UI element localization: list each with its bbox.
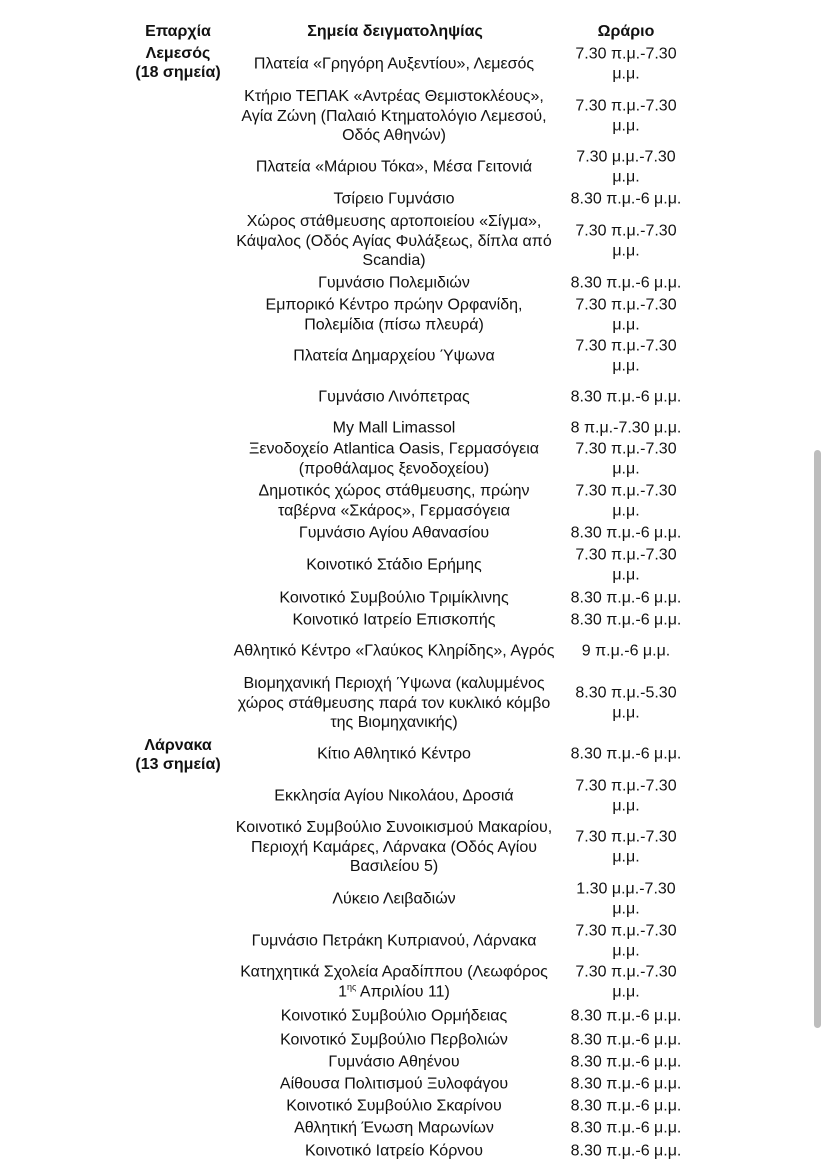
sampling-point: Γυμνάσιο Αγίου Αθανασίου xyxy=(298,524,490,542)
district-larnaca xyxy=(126,736,230,774)
hours-value: 8.30 π.μ.-6 μ.μ. xyxy=(570,1142,682,1160)
point-ordinal-suffix: ης xyxy=(347,981,357,992)
hours-value: 8.30 π.μ.-6 μ.μ. xyxy=(570,1119,682,1137)
sampling-point: Δημοτικός χώρος στάθμευσης, πρώην ταβέρνα «Σκάρος», Γερμασόγεια xyxy=(258,482,530,519)
sampling-point: Πλατεία «Γρηγόρη Αυξεντίου», Λεμεσός xyxy=(253,55,535,73)
hours-value: 1.30 μ.μ.-7.30 μ.μ. xyxy=(576,880,676,917)
hours-value: 7.30 π.μ.-7.30 μ.μ. xyxy=(575,828,677,865)
table-row xyxy=(228,1029,700,1051)
table-row xyxy=(228,1140,700,1162)
district-name: Λεμεσός xyxy=(145,45,211,62)
vertical-scrollbar[interactable] xyxy=(814,450,821,1028)
hours-value: 8.30 π.μ.-6 μ.μ. xyxy=(570,524,682,542)
sampling-point: Αθλητική Ένωση Μαρωνίων xyxy=(294,1119,494,1137)
table-row xyxy=(228,44,700,84)
hours-value: 8.30 π.μ.-6 μ.μ. xyxy=(570,1031,682,1049)
table-row xyxy=(228,1005,700,1027)
table-row xyxy=(228,587,700,609)
sampling-point: Λύκειο Λειβαδιών xyxy=(332,890,456,908)
sampling-point: Κοινοτικό Συμβούλιο Συνοικισμού Μακαρίου, Περιοχή Καμάρες, Λάρνακα (Οδός Αγίου Βασιλείου 5) xyxy=(235,818,553,875)
table-row xyxy=(228,336,700,376)
hours-value: 8.30 π.μ.-6 μ.μ. xyxy=(570,1007,682,1025)
header-district: Επαρχία xyxy=(145,23,211,40)
table-row xyxy=(228,481,700,521)
table-row xyxy=(228,776,700,816)
table-row xyxy=(228,272,700,294)
hours-value: 7.30 π.μ.-7.30 μ.μ. xyxy=(575,482,677,519)
sampling-point: Γυμνάσιο Πετράκη Κυπριανού, Λάρνακα xyxy=(251,932,537,950)
header-sampling-points: Σημεία δειγματοληψίας xyxy=(307,23,483,40)
table-row xyxy=(228,545,700,585)
hours-value: 7.30 π.μ.-7.30 μ.μ. xyxy=(575,337,677,374)
sampling-point: Εκκλησία Αγίου Νικολάου, Δροσιά xyxy=(274,787,514,805)
sampling-point: Γυμνάσιο Λινόπετρας xyxy=(318,388,470,406)
hours-value: 8.30 π.μ.-6 μ.μ. xyxy=(570,388,682,406)
table-row xyxy=(228,673,700,733)
table-row xyxy=(228,86,700,146)
point-text-end: Απριλίου 11) xyxy=(359,983,450,1000)
hours-value: 7.30 π.μ.-7.30 μ.μ. xyxy=(575,296,677,333)
header-hours: Ωράριο xyxy=(597,23,655,40)
sampling-point: Ξενοδοχείο Atlantica Oasis, Γερμασόγεια (προθάλαμος ξενοδοχείου) xyxy=(248,440,540,477)
sampling-point: Κοινοτικό Συμβούλιο Σκαρίνου xyxy=(286,1097,502,1115)
table-row xyxy=(228,386,700,408)
hours-value: 7.30 π.μ.-7.30 μ.μ. xyxy=(575,222,677,259)
table-row xyxy=(228,879,700,919)
hours-value: 7.30 π.μ.-7.30 μ.μ. xyxy=(575,922,677,959)
hours-value: 8.30 π.μ.-5.30 μ.μ. xyxy=(575,684,677,721)
district-count: (13 σημεία) xyxy=(135,756,221,773)
district-count: (18 σημεία) xyxy=(135,64,221,81)
table-row xyxy=(228,439,700,479)
sampling-point: Αθλητικό Κέντρο «Γλαύκος Κληρίδης», Αγρός xyxy=(233,642,555,660)
sampling-point: Γυμνάσιο Πολεμιδιών xyxy=(318,274,470,292)
table-row xyxy=(228,609,700,631)
hours-value: 8.30 π.μ.-6 μ.μ. xyxy=(570,745,682,763)
sampling-point: Κοινοτικό Συμβούλιο Ορμήδειας xyxy=(280,1007,508,1025)
sampling-point: Κοινοτικό Συμβούλιο Τριμίκλινης xyxy=(279,589,509,607)
sampling-point: Βιομηχανική Περιοχή Ύψωνα (καλυμμένος χώρος στάθμευσης παρά τον κυκλικό κόμβο της Βιομηχανικής) xyxy=(237,674,551,731)
hours-value: 8.30 π.μ.-6 μ.μ. xyxy=(570,1053,682,1071)
sampling-point: My Mall Limassol xyxy=(332,419,456,437)
table-row xyxy=(228,921,700,961)
point-ordinal: 1 xyxy=(338,983,348,1000)
sampling-point: Εμπορικό Κέντρο πρώην Ορφανίδη, Πολεμίδια (πίσω πλευρά) xyxy=(265,296,523,333)
table-row xyxy=(228,631,700,671)
table-row xyxy=(228,522,700,544)
table-row xyxy=(228,743,700,765)
sampling-point: Κοινοτικό Ιατρείο Κόρνου xyxy=(305,1142,483,1160)
hours-value: 7.30 π.μ.-7.30 μ.μ. xyxy=(575,440,677,477)
table-row xyxy=(228,962,700,1002)
hours-value: 7.30 π.μ.-7.30 μ.μ. xyxy=(575,777,677,814)
sampling-point: Κίτιο Αθλητικό Κέντρο xyxy=(317,745,471,763)
sampling-point: Πλατεία «Μάριου Τόκα», Μέσα Γειτονιά xyxy=(255,158,533,176)
table-row xyxy=(228,1095,700,1117)
sampling-point: Γυμνάσιο Αθηένου xyxy=(328,1053,460,1071)
sampling-point: Κτήριο ΤΕΠΑΚ «Αντρέας Θεμιστοκλέους», Αγία Ζώνη (Παλαιό Κτηματολόγιο Λεμεσού, Οδός Αθηνών) xyxy=(241,87,547,144)
hours-value: 9 π.μ.-6 μ.μ. xyxy=(581,642,671,660)
hours-value: 8.30 π.μ.-6 μ.μ. xyxy=(570,274,682,292)
table-row xyxy=(228,295,700,335)
sampling-point: Χώρος στάθμευσης αρτοποιείου «Σίγμα», Κάψαλος (Οδός Αγίας Φυλάξεως, δίπλα από Scandia) xyxy=(236,212,552,269)
district-limassol xyxy=(126,44,230,82)
hours-value: 8 π.μ.-7.30 μ.μ. xyxy=(570,419,682,437)
hours-value: 7.30 π.μ.-7.30 μ.μ. xyxy=(575,963,677,1000)
sampling-point: Κοινοτικό Στάδιο Ερήμης xyxy=(306,556,482,574)
hours-value: 8.30 π.μ.-6 μ.μ. xyxy=(570,611,682,629)
sampling-point: Αίθουσα Πολιτισμού Ξυλοφάγου xyxy=(279,1075,509,1093)
table-row xyxy=(228,1051,700,1073)
sampling-point: Κοινοτικό Συμβούλιο Περβολιών xyxy=(280,1031,508,1049)
table-row xyxy=(228,188,700,210)
table-row xyxy=(228,817,700,877)
hours-value: 8.30 π.μ.-6 μ.μ. xyxy=(570,1097,682,1115)
sampling-point: Πλατεία Δημαρχείου Ύψωνα xyxy=(293,347,495,365)
hours-value: 7.30 μ.μ.-7.30 μ.μ. xyxy=(576,148,676,185)
hours-value: 7.30 π.μ.-7.30 μ.μ. xyxy=(575,546,677,583)
sampling-point: Τσίρειο Γυμνάσιο xyxy=(333,190,455,208)
table-row xyxy=(228,1117,700,1139)
table-row xyxy=(228,417,700,439)
hours-value: 8.30 π.μ.-6 μ.μ. xyxy=(570,1075,682,1093)
hours-value: 7.30 π.μ.-7.30 μ.μ. xyxy=(575,97,677,134)
hours-value: 8.30 π.μ.-6 μ.μ. xyxy=(570,589,682,607)
hours-value: 8.30 π.μ.-6 μ.μ. xyxy=(570,190,682,208)
district-name: Λάρνακα xyxy=(144,737,212,754)
table-row xyxy=(228,1073,700,1095)
hours-value: 7.30 π.μ.-7.30 μ.μ. xyxy=(575,45,677,82)
table-row xyxy=(228,147,700,187)
point-text: Κατηχητικά Σχολεία Αραδίππου (Λεωφόρος xyxy=(240,963,548,981)
sampling-point: Κοινοτικό Ιατρείο Επισκοπής xyxy=(292,611,496,629)
sampling-point xyxy=(232,963,556,1002)
table-row xyxy=(228,211,700,271)
